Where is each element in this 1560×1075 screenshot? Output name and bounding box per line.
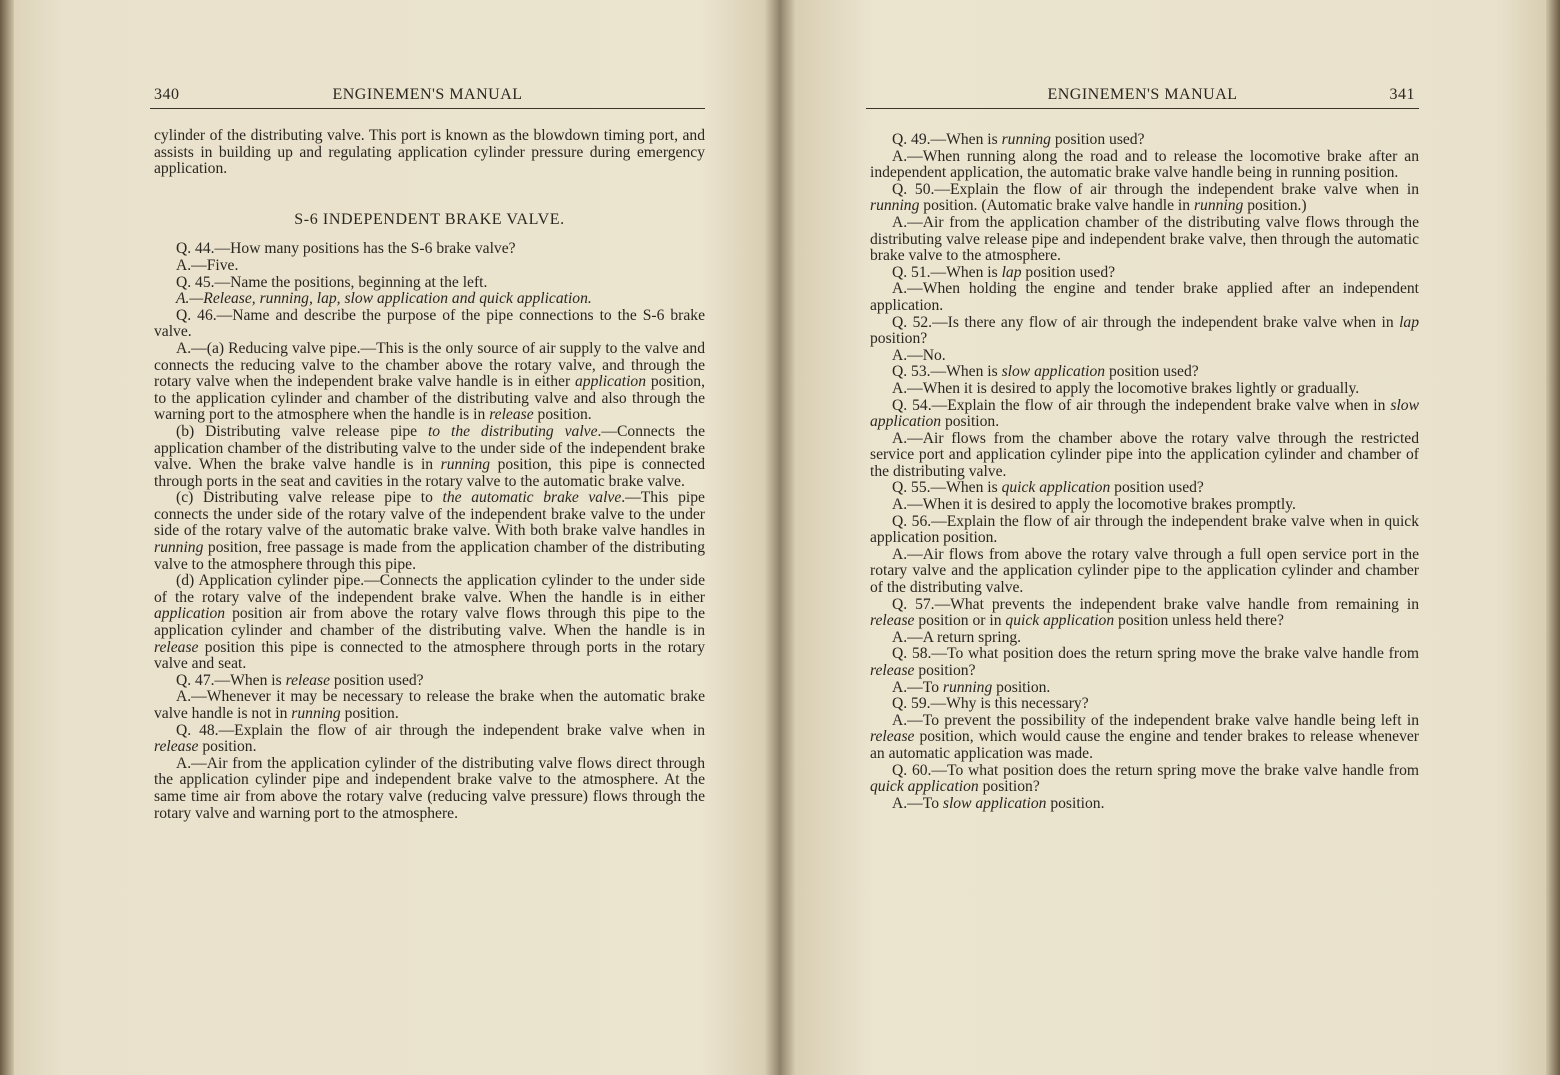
italic-run: release bbox=[870, 728, 915, 746]
italic-run: release bbox=[285, 671, 331, 689]
question-59: Q. 59.—Why is this necessary? bbox=[892, 695, 1089, 713]
question-53 bbox=[870, 364, 1419, 381]
text-run: position used? bbox=[1021, 263, 1116, 281]
text-run: position air from above the rotary valve flows through this pipe to the application cylinder and chamber of the distributing valve. When the handle is in bbox=[154, 605, 705, 640]
question-57 bbox=[870, 597, 1419, 630]
italic-run: quick application bbox=[1001, 479, 1111, 497]
text-run: position used? bbox=[1105, 363, 1199, 381]
text-run: Q. 51.—When is bbox=[892, 263, 1002, 281]
question-46: Q. 46.—Name and describe the purpose of the pipe connections to the S-6 brake valve. bbox=[154, 306, 705, 341]
text-run: .—Connects the application chamber of the distributing valve to the under side of the independent brake valve. When the brake valve handle is in bbox=[154, 422, 705, 474]
text-run: A.—Whenever it may be necessary to release the brake when the automatic brake valve handle is not in bbox=[154, 688, 705, 722]
text-run: position, free passage is made from the application chamber of the distributing valve to the atmosphere through this pipe. bbox=[154, 539, 705, 573]
answer-59 bbox=[870, 713, 1419, 763]
text-run: Q. 57.—What prevents the independent brake valve handle from remaining in bbox=[892, 595, 1419, 613]
question-58 bbox=[870, 646, 1419, 679]
answer-47 bbox=[154, 689, 705, 722]
text-run: position used? bbox=[1110, 479, 1204, 497]
text-run: position, to the application cylinder and chamber of the distributing valve and also through the warning port to the atmosphere when the handle is in bbox=[154, 373, 705, 424]
question-50 bbox=[870, 182, 1419, 215]
question-54 bbox=[870, 398, 1419, 431]
italic-run: running bbox=[1193, 197, 1244, 215]
text-run: position used? bbox=[1050, 131, 1145, 148]
text-run: position. bbox=[992, 678, 1051, 696]
left-page bbox=[150, 0, 705, 1075]
italic-run: release bbox=[870, 662, 915, 679]
answer-50: A.—Air from the application chamber of the distributing valve flows through the distributing valve release pipe and independent brake valve, then through the automatic brake valve to the atmosphere. bbox=[870, 213, 1419, 265]
answer-44: A.—Five. bbox=[176, 256, 239, 274]
answer-58 bbox=[870, 680, 1419, 697]
text-run: Q. 49.—When is bbox=[892, 131, 1002, 148]
text-run: Q. 58.—To what position does the return spring move the brake valve handle from bbox=[892, 645, 1419, 663]
left-running-head bbox=[150, 86, 705, 109]
text-run: A.—To prevent the possibility of the independent brake valve handle being left in bbox=[892, 711, 1419, 729]
italic-run: release bbox=[870, 612, 915, 630]
question-55 bbox=[870, 480, 1419, 497]
italic-run: release bbox=[154, 638, 199, 656]
answer-45 bbox=[154, 291, 705, 308]
answer-60 bbox=[870, 796, 1419, 813]
answer-57: A.—A return spring. bbox=[892, 628, 1022, 646]
text-run: position, this pipe is connected through ports in the seat and cavities in the rotary valve to the automatic brake valve. bbox=[154, 456, 705, 490]
text-run: position. bbox=[340, 705, 399, 722]
text-run: (b) Distributing valve release pipe bbox=[176, 422, 428, 440]
text-run: (c) Distributing valve release pipe to bbox=[176, 489, 443, 507]
question-56: Q. 56.—Explain the flow of air through the independent brake valve when in quick application position. bbox=[870, 512, 1419, 547]
text-run: Q. 52.—Is there any flow of air through the independent brake valve when in bbox=[892, 313, 1400, 331]
text-run: position or in bbox=[914, 612, 1006, 630]
answer-46d bbox=[154, 573, 705, 673]
question-48 bbox=[154, 723, 705, 756]
text-run: Q. 60.—To what position does the return spring move the brake valve handle from bbox=[892, 761, 1419, 779]
italic-run: quick application bbox=[870, 778, 979, 796]
text-run: position.) bbox=[1243, 197, 1307, 215]
answer-46a bbox=[154, 341, 705, 424]
text-run: position. bbox=[1046, 794, 1105, 812]
italic-run: lap bbox=[1001, 263, 1022, 281]
text-run: position. bbox=[198, 738, 257, 756]
left-body-text bbox=[154, 128, 705, 822]
text-run: Q. 47.—When is bbox=[176, 671, 286, 689]
text-run: A.—To bbox=[892, 794, 943, 812]
italic-run: application bbox=[574, 373, 647, 391]
italic-run: running bbox=[1001, 131, 1051, 148]
italic-run: release bbox=[154, 738, 199, 756]
text-run: Q. 48.—Explain the flow of air through the independent brake valve when in bbox=[176, 721, 705, 739]
text-run: position unless held there? bbox=[1114, 612, 1284, 630]
text-run: position this pipe is connected to the atmosphere through ports in the rotary valve and seat. bbox=[154, 638, 705, 673]
right-page-number: 341 bbox=[1389, 86, 1415, 103]
text-run: .—This pipe connects the under side of the rotary valve of the independent brake valve to the under side of the rotary valve of the automatic brake valve. With both brake valve handles in bbox=[154, 489, 705, 540]
left-page-number: 340 bbox=[154, 86, 180, 103]
right-running-head bbox=[866, 86, 1419, 109]
left-running-title: ENGINEMEN'S MANUAL bbox=[332, 86, 523, 103]
answer-51: A.—When holding the engine and tender brake applied after an independent application. bbox=[870, 280, 1419, 314]
answer-52: A.—No. bbox=[892, 346, 946, 364]
answer-55: A.—When it is desired to apply the locomotive brakes promptly. bbox=[892, 496, 1296, 514]
section-heading: S-6 INDEPENDENT BRAKE VALVE. bbox=[294, 210, 565, 228]
text-run: position? bbox=[914, 662, 976, 679]
book-edge-right bbox=[1546, 0, 1560, 1075]
italic-run: running bbox=[291, 705, 341, 722]
italic-run: to the distributing valve bbox=[427, 422, 598, 440]
text-run: A.—(a) Reducing valve pipe.—This is the only source of air supply to the valve and connects the reducing valve to the chamber above the rotary valve, and through the rotary valve when the independent brake valve handle is in either bbox=[154, 339, 705, 391]
italic-run: application bbox=[154, 605, 226, 623]
italic-run: slow application bbox=[1001, 363, 1106, 381]
text-run: position. (Automatic brake valve handle in bbox=[919, 197, 1194, 215]
answer-46c bbox=[154, 490, 705, 573]
italic-run: running bbox=[440, 456, 491, 474]
question-60 bbox=[870, 763, 1419, 796]
text-run: position used? bbox=[330, 671, 424, 689]
answer-48: A.—Air from the application cylinder of the distributing valve flows direct through the application cylinder pipe and independent brake valve to the atmosphere. At the same time air from above the rotary valve (reducing valve pressure) flows through the rotary valve and warning port to the atmosphere. bbox=[154, 754, 705, 822]
text-run: position? bbox=[870, 330, 928, 348]
italic-run: slow application bbox=[870, 396, 1419, 431]
answer-46b bbox=[154, 424, 705, 490]
answer-53: A.—When it is desired to apply the locomotive brakes lightly or gradually. bbox=[892, 379, 1360, 397]
answer-45-text: A.—Release, running, lap, slow application and quick application. bbox=[176, 290, 592, 308]
text-run: Q. 55.—When is bbox=[892, 479, 1002, 497]
italic-run: running bbox=[154, 539, 204, 557]
italic-run: quick application bbox=[1005, 612, 1115, 630]
question-44: Q. 44.—How many positions has the S-6 brake valve? bbox=[176, 240, 516, 258]
right-running-title: ENGINEMEN'S MANUAL bbox=[1047, 86, 1238, 103]
intro-paragraph: cylinder of the distributing valve. This port is known as the blowdown timing port, and assists in building up and regulating application cylinder pressure during emergency application. bbox=[154, 127, 705, 178]
question-47 bbox=[154, 673, 705, 690]
text-run: position? bbox=[978, 778, 1040, 796]
italic-run: running bbox=[942, 678, 993, 696]
text-run: Q. 54.—Explain the flow of air through the independent brake valve when in bbox=[892, 396, 1391, 414]
text-run: A.—To bbox=[892, 678, 943, 696]
question-51 bbox=[870, 265, 1419, 282]
italic-run: lap bbox=[1399, 313, 1419, 331]
italic-run: running bbox=[870, 197, 920, 215]
italic-run: slow application bbox=[942, 794, 1047, 812]
text-run: Q. 53.—When is bbox=[892, 363, 1002, 381]
text-run: position. bbox=[941, 413, 1000, 431]
answer-54: A.—Air flows from the chamber above the rotary valve through the restricted service port and application cylinder pipe into the application cylinder and chamber of the distributing valve. bbox=[870, 429, 1419, 480]
text-run: Q. 50.—Explain the flow of air through the independent brake valve when in bbox=[892, 180, 1419, 198]
question-49 bbox=[870, 132, 1419, 149]
italic-run: release bbox=[489, 406, 534, 424]
text-run: position. bbox=[533, 406, 592, 424]
answer-49: A.—When running along the road and to release the locomotive brake after an independent application, the automatic brake valve handle being in running position. bbox=[870, 147, 1419, 182]
text-run: position, which would cause the engine and tender brakes to release whenever an automatic application was made. bbox=[870, 728, 1419, 762]
book-edge-left bbox=[0, 0, 14, 1075]
question-52 bbox=[870, 315, 1419, 348]
italic-run: the automatic brake valve bbox=[442, 489, 622, 507]
right-body-text bbox=[870, 132, 1419, 812]
right-page bbox=[866, 0, 1419, 1075]
text-run: (d) Application cylinder pipe.—Connects the application cylinder to the under side of the rotary valve of the independent brake valve. When the handle is in either bbox=[154, 572, 705, 606]
question-45: Q. 45.—Name the positions, beginning at the left. bbox=[176, 273, 488, 291]
answer-56: A.—Air flows from above the rotary valve through a full open service port in the rotary valve and the application cylinder pipe to the application cylinder and chamber of the distributing valve. bbox=[870, 545, 1419, 597]
